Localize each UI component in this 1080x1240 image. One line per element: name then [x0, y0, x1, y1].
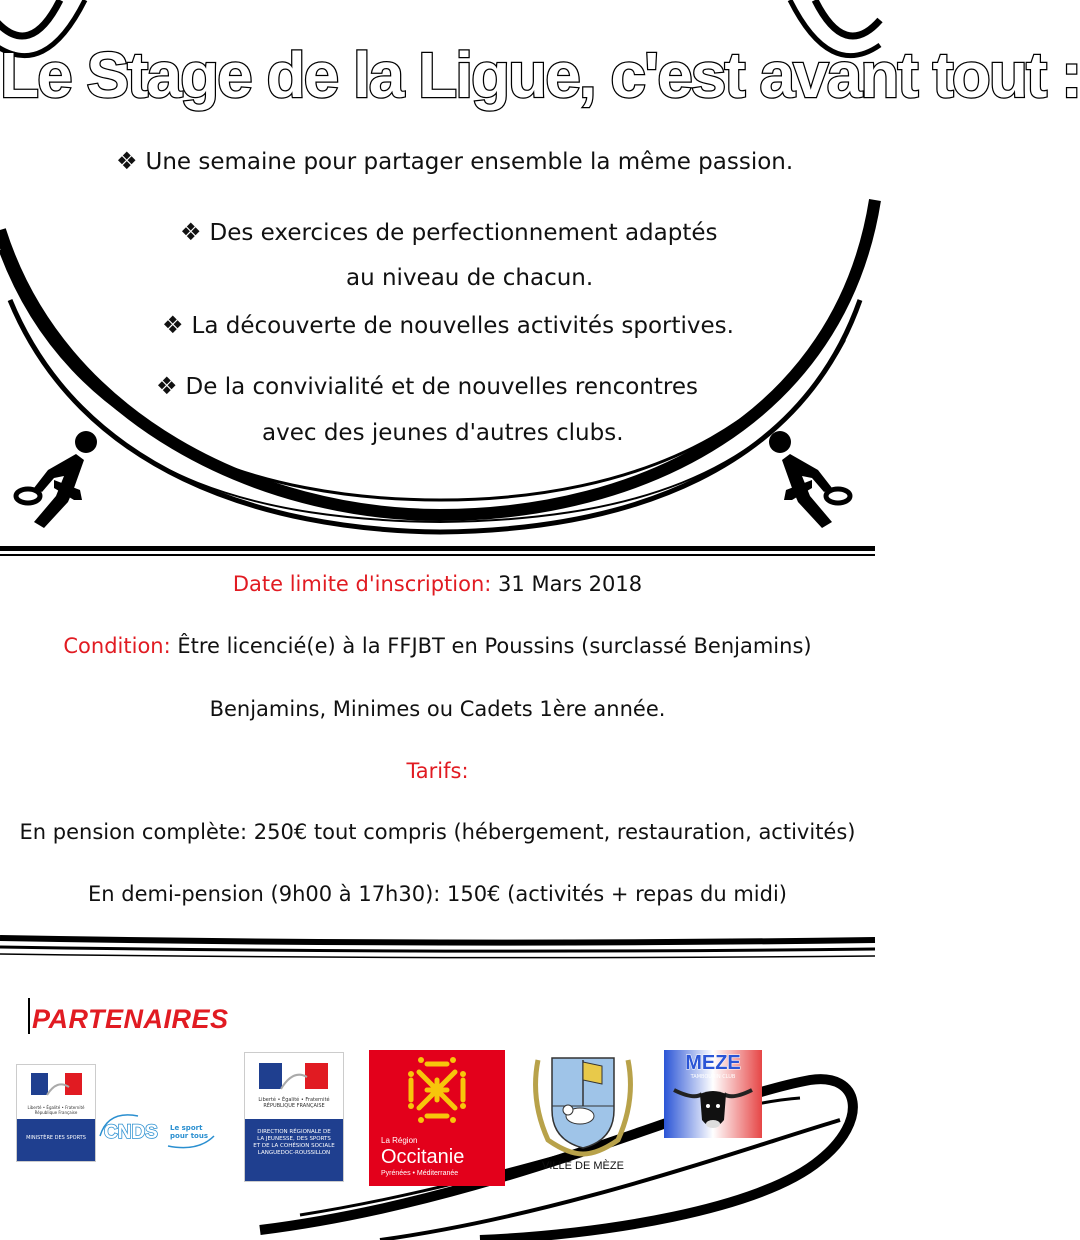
bull-head-icon	[664, 1080, 762, 1140]
cnds-swirl-icon	[98, 1106, 218, 1156]
occitanie-line2: Occitanie	[381, 1146, 465, 1168]
drjscs-name: DIRECTION RÉGIONALE DE LA JEUNESSE, DES SPORTS ET DE LA COHÉSION SOCIALE LANGUEDOC-ROUSSILLON	[253, 1129, 335, 1156]
condition-text: Être licencié(e) à la FFJBT en Poussins (surclassé Benjamins)	[177, 634, 812, 658]
occitanie-line3: Pyrénées • Méditerranée	[381, 1170, 459, 1177]
bullet-continuation: au niveau de chacun.	[346, 265, 594, 291]
bullet-item: ❖ De la convivialité et de nouvelles rencontres	[156, 372, 698, 400]
page-title: Le Stage de la Ligue, c'est avant tout :	[0, 39, 1080, 111]
marianne-flag-icon	[17, 1065, 95, 1105]
partners-heading: PARTENAIRES	[32, 1004, 229, 1034]
ministere-band	[17, 1119, 95, 1161]
bullet-item: ❖ Une semaine pour partager ensemble la même passion.	[116, 147, 794, 175]
diamond-bullet-icon: ❖	[180, 218, 202, 246]
drjscs-logo	[244, 1052, 344, 1182]
meze-city-name: VILLE DE MÈZE	[542, 1160, 624, 1172]
occitan-cross-icon	[369, 1050, 505, 1134]
diamond-bullet-icon: ❖	[116, 147, 138, 175]
diamond-bullet-icon: ❖	[162, 311, 184, 339]
deadline-label: Date limite d'inscription:	[232, 572, 492, 596]
ministere-motto: Liberté • Égalité • Fraternité	[27, 1105, 85, 1110]
meze-club-sub: TAMBOURIN CLUB	[690, 1074, 736, 1080]
player-left-icon	[14, 430, 104, 535]
bullet-item: ❖ La découverte de nouvelles activités sportives.	[162, 311, 734, 339]
occitanie-line1: La Région	[381, 1136, 418, 1145]
cnds-name: CNDS	[104, 1122, 158, 1143]
ministere-name: MINISTÈRE DES SPORTS	[26, 1135, 86, 1141]
diamond-bullet-icon: ❖	[156, 372, 178, 400]
condition-label: Condition:	[63, 634, 171, 658]
marianne-flag-icon	[245, 1053, 343, 1097]
partners-accent-bar	[28, 998, 30, 1034]
tarif-full-pension: En pension complète: 250€ tout compris (hébergement, restauration, activités)	[19, 820, 856, 844]
cnds-logo	[98, 1106, 218, 1156]
cnds-tagline: Le sport pour tous	[170, 1124, 208, 1140]
bullet-item: ❖ Des exercices de perfectionnement adaptés	[180, 218, 718, 246]
player-right-icon	[762, 430, 852, 535]
tarif-half-pension: En demi-pension (9h00 à 17h30): 150€ (activités + repas du midi)	[87, 882, 787, 906]
bullet-continuation: avec des jeunes d'autres clubs.	[262, 420, 624, 446]
meze-tambourin-club-logo	[664, 1050, 762, 1138]
occitanie-logo	[369, 1050, 505, 1186]
ministere-sports-logo	[16, 1064, 96, 1162]
condition-text-2: Benjamins, Minimes ou Cadets 1ère année.	[209, 697, 666, 721]
drjscs-band	[245, 1119, 343, 1181]
ville-de-meze-logo	[528, 1050, 638, 1176]
deadline-value: 31 Mars 2018	[498, 572, 643, 596]
meze-crest-icon	[528, 1050, 638, 1158]
drjscs-republique: RÉPUBLIQUE FRANÇAISE	[263, 1103, 325, 1109]
deadline-line	[0, 572, 875, 596]
ministere-republique: République Française	[34, 1110, 78, 1115]
drjscs-motto: Liberté • Égalité • Fraternité	[258, 1097, 330, 1103]
meze-club-name: MEZE	[685, 1052, 741, 1074]
condition-line	[0, 634, 875, 658]
tarifs-label: Tarifs:	[406, 759, 469, 783]
